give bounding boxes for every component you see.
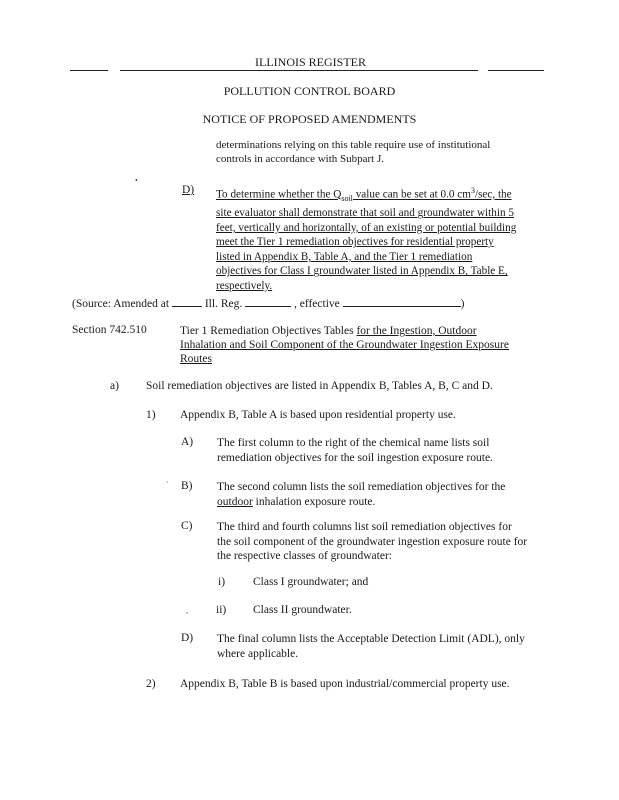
section-title-line-3: Routes bbox=[180, 353, 212, 365]
item-d1-line-6: objectives for Class I groundwater listed in Appendix B, Table E, bbox=[216, 265, 508, 278]
para-A-text bbox=[217, 436, 493, 466]
para-A-line-1: The first column to the right of the chemical name lists soil bbox=[217, 437, 490, 449]
para-C-line-1: The third and fourth columns list soil remediation objectives for bbox=[217, 521, 512, 533]
para-C-line-3: the respective classes of groundwater: bbox=[217, 550, 392, 562]
para-D-line-2: where applicable. bbox=[217, 648, 299, 660]
para-C-line-2: the soil component of the groundwater ingestion exposure route for bbox=[217, 535, 528, 548]
scan-speck: • bbox=[135, 176, 138, 185]
item-d1-text bbox=[216, 184, 516, 293]
header-rule-right bbox=[488, 70, 544, 71]
qsoil-subscript: soil bbox=[341, 193, 353, 203]
para-D-label: D) bbox=[181, 632, 194, 644]
section-title bbox=[180, 324, 509, 366]
continuation-line-2: controls in accordance with Subpart J. bbox=[216, 153, 385, 165]
para-B-label: B) bbox=[181, 480, 193, 492]
cm-superscript: 3 bbox=[470, 186, 475, 195]
source-note: (Source: Amended at Ill. Reg. , effective ) bbox=[72, 298, 465, 310]
para-2-text: Appendix B, Table B is based upon industrial/commercial property use. bbox=[180, 678, 510, 690]
source-blank-1 bbox=[172, 296, 202, 307]
para-A-line-2: remediation objectives for the soil ingestion exposure route. bbox=[217, 452, 493, 464]
item-d1-line-5: listed in Appendix B, Table A, and the Tier 1 remediation bbox=[216, 250, 473, 263]
item-d1-line-3: feet, vertically and horizontally, of an existing or potential building bbox=[216, 221, 517, 234]
source-blank-3 bbox=[343, 296, 461, 307]
scan-speck-3: , bbox=[186, 606, 188, 615]
para-a-text: Soil remediation objectives are listed in Appendix B, Tables A, B, C and D. bbox=[146, 380, 493, 392]
header-rule-center bbox=[120, 70, 478, 71]
section-number: Section 742.510 bbox=[72, 324, 147, 336]
item-d1-label: D) bbox=[182, 184, 195, 196]
para-D-line-1: The final column lists the Acceptable Detection Limit (ADL), only bbox=[217, 633, 525, 645]
para-A-label: A) bbox=[181, 436, 194, 448]
para-i-text: Class I groundwater; and bbox=[253, 576, 369, 588]
para-D-text bbox=[217, 632, 525, 662]
notice-title: NOTICE OF PROPOSED AMENDMENTS bbox=[202, 112, 417, 126]
para-C-text bbox=[217, 520, 527, 564]
para-ii-label: ii) bbox=[216, 604, 227, 616]
para-1-label: 1) bbox=[146, 409, 156, 421]
para-B-line-2: outdoor inhalation exposure route. bbox=[217, 496, 376, 508]
para-1-text: Appendix B, Table A is based upon residential property use. bbox=[180, 409, 456, 421]
item-d1-line-7: respectively. bbox=[216, 279, 273, 292]
para-B-text bbox=[217, 480, 505, 510]
register-title: ILLINOIS REGISTER bbox=[255, 55, 366, 69]
para-B-line-1: The second column lists the soil remediation objectives for the bbox=[217, 481, 506, 493]
para-2-label: 2) bbox=[146, 678, 156, 690]
section-title-line-1: Tier 1 Remediation Objectives Tables for the Ingestion, Outdoor bbox=[180, 325, 477, 337]
item-d1-line-4: meet the Tier 1 remediation objectives for residential property bbox=[216, 236, 494, 249]
para-ii-text: Class II groundwater. bbox=[253, 604, 352, 616]
header-rule-left bbox=[70, 70, 108, 71]
para-a-label: a) bbox=[110, 380, 119, 392]
section-title-line-2: Inhalation and Soil Component of the Groundwater Ingestion Exposure bbox=[180, 339, 509, 351]
para-C-label: C) bbox=[181, 520, 193, 532]
scan-speck-2: · bbox=[166, 478, 169, 487]
item-d1-line-1: To determine whether the $Q_{soil}$ value can be set at 0.0 $cm^3/\sec$, the bbox=[216, 186, 512, 203]
continuation-line-1: determinations relying on this table require use of institutional bbox=[216, 139, 491, 151]
item-d1-line-2: site evaluator shall demonstrate that soil and groundwater within 5 bbox=[216, 207, 514, 220]
para-i-label: i) bbox=[218, 576, 226, 588]
source-blank-2 bbox=[245, 296, 291, 307]
board-title: POLLUTION CONTROL BOARD bbox=[223, 84, 396, 98]
